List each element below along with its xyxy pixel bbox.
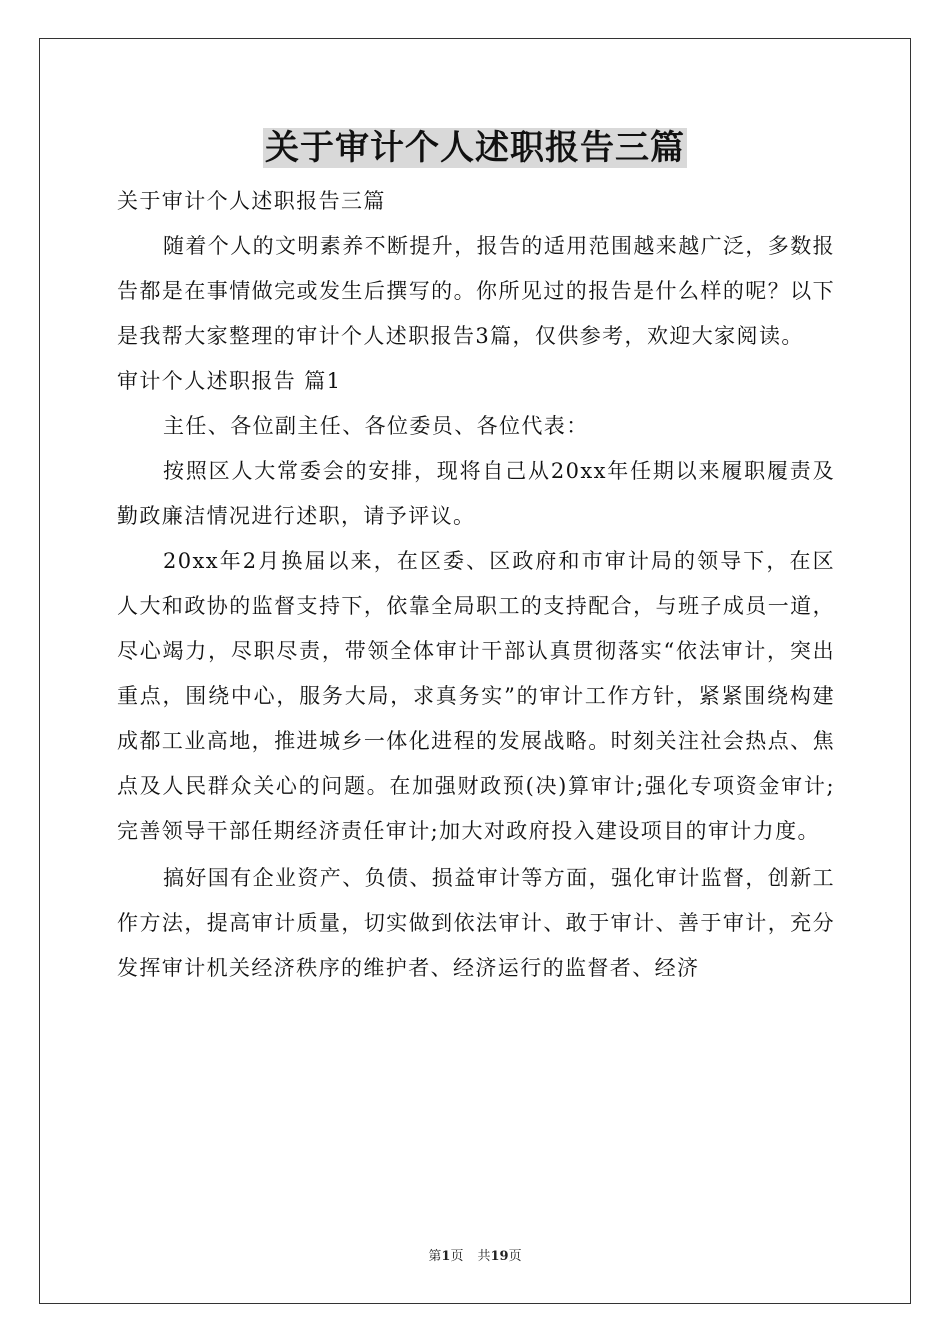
paragraph-salutation: 主任、各位副主任、各位委员、各位代表： <box>163 414 589 438</box>
paragraph-subtitle: 关于审计个人述职报告三篇 <box>117 189 386 213</box>
page-total: 19 <box>490 1249 509 1264</box>
document-title <box>0 123 950 173</box>
page-footer <box>0 1247 950 1267</box>
paragraph-section-heading: 审计个人述职报告 篇1 <box>117 369 342 393</box>
document-title-text: 关于审计个人述职报告三篇 <box>265 128 685 168</box>
total-prefix: 共 <box>477 1249 491 1264</box>
paragraph-body: 搞好国有企业资产、负债、损益审计等方面，强化审计监督，创新工作方法，提高审计质量，切实做到依法审计、敢于审计、善于审计，充分发挥审计机关经济秩序的维护者、经济运行的监督者、经济 <box>117 866 835 980</box>
document-body <box>117 179 835 991</box>
paragraph-body: 按照区人大常委会的安排，现将自己从20xx年任期以来履职履责及勤政廉洁情况进行述职，请予评议。 <box>117 459 835 528</box>
page-current: 1 <box>441 1249 451 1264</box>
page-prefix: 第 <box>428 1249 442 1264</box>
paragraph-body: 20xx年2月换届以来，在区委、区政府和市审计局的领导下，在区人大和政协的监督支持下，依靠全局职工的支持配合，与班子成员一道，尽心竭力，尽职尽责，带领全体审计干部认真贯彻落实“依法审计，突出重点，围绕中心，服务大局，求真务实”的审计工作方针，紧紧围绕构建成都工业高地，推进城乡一体化进程的发展战略。时刻关注社会热点、焦点及人民群众关心的问题。在加强财政预(决)算审计;强化专项资金审计;完善领导干部任期经济责任审计;加大对政府投入建设项目的审计力度。 <box>117 549 835 843</box>
total-unit: 页 <box>508 1249 522 1264</box>
page-unit: 页 <box>450 1249 464 1264</box>
paragraph-intro: 随着个人的文明素养不断提升，报告的适用范围越来越广泛，多数报告都是在事情做完或发生后撰写的。你所见过的报告是什么样的呢？以下是我帮大家整理的审计个人述职报告3篇，仅供参考，欢迎大家阅读。 <box>117 234 835 348</box>
